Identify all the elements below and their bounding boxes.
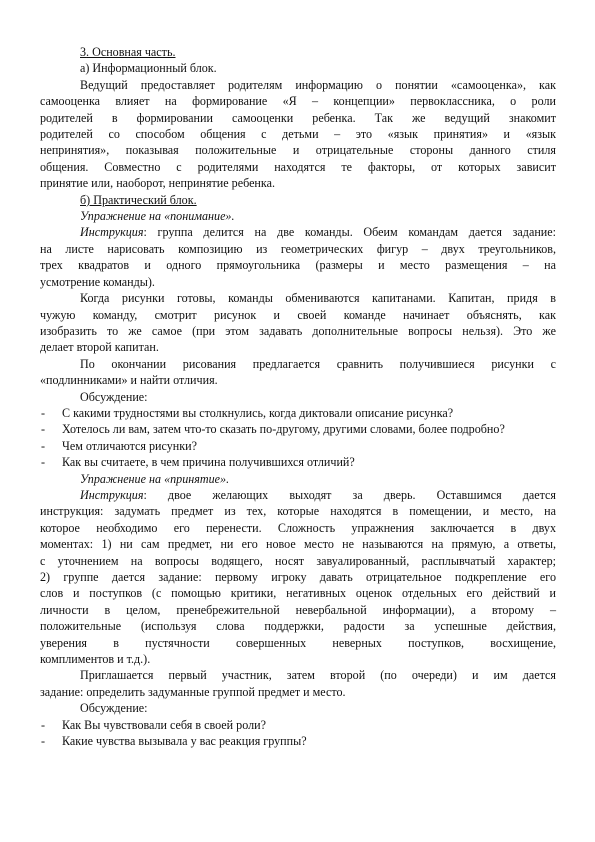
text-line: «подлинниками» и найти отличия. bbox=[40, 373, 218, 388]
text-line: с уточнением на вопросы водящего, носят завуалированный, расплывчатый характер; bbox=[40, 553, 556, 568]
question-text: Как Вы чувствовали себя в своей роли? bbox=[62, 717, 266, 732]
exercise-2-questions bbox=[40, 717, 556, 750]
document-page bbox=[40, 44, 556, 749]
text-line: задание: определить задуманные группой предмет и место. bbox=[40, 684, 346, 699]
discussion-heading: Обсуждение: bbox=[80, 701, 148, 716]
list-item bbox=[40, 421, 556, 437]
exercise-1-instruction bbox=[40, 224, 556, 290]
exercise-1-questions bbox=[40, 405, 556, 471]
info-paragraph bbox=[40, 77, 556, 192]
text-line: родителей в формировании самооценки ребенка. Так же ведущий знакомит bbox=[40, 110, 556, 125]
text-line: комплиментов и т.д.). bbox=[40, 652, 151, 667]
section-title bbox=[80, 45, 176, 59]
text-line: чужую команду, смотрит рисунок и своей команде начинает объяснять, как bbox=[40, 307, 556, 322]
dash-bullet: - bbox=[41, 734, 46, 749]
question-text: Хотелось ли вам, затем что-то сказать по-другому, другими словами, более подробно? bbox=[62, 422, 505, 437]
exercise-1-title: Упражнение на «понимание». bbox=[80, 209, 235, 224]
text-line: Приглашается первый участник, затем второй (по очереди) и им дается bbox=[80, 668, 556, 683]
exercise-2-title: Упражнение на «принятие». bbox=[80, 471, 230, 486]
text-line: Ведущий предоставляет родителям информацию о понятии «самооценка», как bbox=[80, 77, 556, 92]
subsection-a-heading: а) Информационный блок. bbox=[80, 61, 217, 76]
text-line: изобразить то же самое (при этом задавать дополнительные вопросы нельзя). Это же bbox=[40, 323, 556, 338]
question-text: Какие чувства вызывала у вас реакция группы? bbox=[62, 734, 307, 749]
text-line: общения. Совместно с родителями находятся те факторы, от которых зависит bbox=[40, 159, 556, 174]
section-heading bbox=[40, 44, 556, 60]
dash-bullet: - bbox=[41, 455, 46, 470]
text-line: личности в целом, пренебрежительной невербальной информации), а второму – bbox=[40, 602, 556, 617]
list-item bbox=[40, 717, 556, 733]
text-line: По окончании рисования предлагается сравнить получившиеся рисунки с bbox=[80, 356, 556, 371]
exercise-1-paragraph-2 bbox=[40, 290, 556, 356]
text-line bbox=[40, 487, 556, 503]
list-item bbox=[40, 405, 556, 421]
dash-bullet: - bbox=[41, 717, 46, 732]
list-item bbox=[40, 438, 556, 454]
instruction-label: Инструкция bbox=[80, 225, 144, 240]
question-text: Как вы считаете, в чем причина получившихся отличий? bbox=[62, 455, 355, 470]
text-line: Когда рисунки готовы, команды обмениваются капитанами. Капитан, придя в bbox=[80, 291, 556, 306]
instruction-text: : двое желающих выходят за дверь. Оставшимся дается bbox=[143, 487, 556, 502]
text-line: которое необходимо его перенести. Сложность упражнения заключается в двух bbox=[40, 520, 556, 535]
exercise-1-paragraph-3 bbox=[40, 356, 556, 389]
text-line: на листе нарисовать композицию из геометрических фигур – двух треугольников, bbox=[40, 241, 556, 256]
dash-bullet: - bbox=[41, 422, 46, 437]
text-line: слов и поступков (с помощью критики, негативных оценок отдельных его действий и bbox=[40, 586, 556, 601]
list-item bbox=[40, 733, 556, 749]
text-line: принятие или, наоборот, непринятие ребенка. bbox=[40, 176, 275, 191]
instruction-text: : группа делится на две команды. Обеим командам дается задание: bbox=[143, 225, 556, 240]
text-line: делает второй капитан. bbox=[40, 340, 159, 355]
text-line: положительные (используя слова поддержки, радости за успешные действия, bbox=[40, 619, 556, 634]
text-line: родителей со способом общения с детьми – это «язык принятия» и «язык bbox=[40, 127, 556, 142]
text-line: инструкция: задумать предмет из тех, которые находятся в помещении, и место, на bbox=[40, 504, 556, 519]
dash-bullet: - bbox=[41, 405, 46, 420]
question-text: Чем отличаются рисунки? bbox=[62, 438, 197, 453]
text-line: 2) группе дается задание: первому игроку давать отрицательное подкрепление его bbox=[40, 570, 556, 584]
text-line: трех квадратов и одного прямоугольника (размеры и место размещения – на bbox=[40, 258, 556, 273]
instruction-label: Инструкция bbox=[80, 487, 144, 502]
list-item bbox=[40, 454, 556, 470]
text-line: моментах: 1) ни сам предмет, ни его новое место не называются на прямую, а ответы, bbox=[40, 537, 556, 552]
text-line bbox=[40, 224, 556, 240]
subsection-b-heading: б) Практический блок. bbox=[80, 192, 197, 207]
section-title-text: . Основная часть. bbox=[86, 45, 176, 59]
text-line: самооценка влияет на формирование «Я – концепции» первоклассника, о роли bbox=[40, 94, 556, 109]
exercise-2-instruction bbox=[40, 487, 556, 667]
dash-bullet: - bbox=[41, 438, 46, 453]
discussion-heading: Обсуждение: bbox=[80, 389, 148, 404]
text-line: уверения в пустячности совершенных неверных поступков, восхищение, bbox=[40, 635, 556, 650]
question-text: С какими трудностями вы столкнулись, когда диктовали описание рисунка? bbox=[62, 405, 454, 420]
text-line: усмотрение команды). bbox=[40, 274, 155, 289]
section-number: 3 bbox=[80, 45, 87, 59]
text-line: непринятия», показывая положительные и отрицательные стороны данного стиля bbox=[40, 143, 556, 158]
exercise-2-paragraph-2 bbox=[40, 667, 556, 700]
